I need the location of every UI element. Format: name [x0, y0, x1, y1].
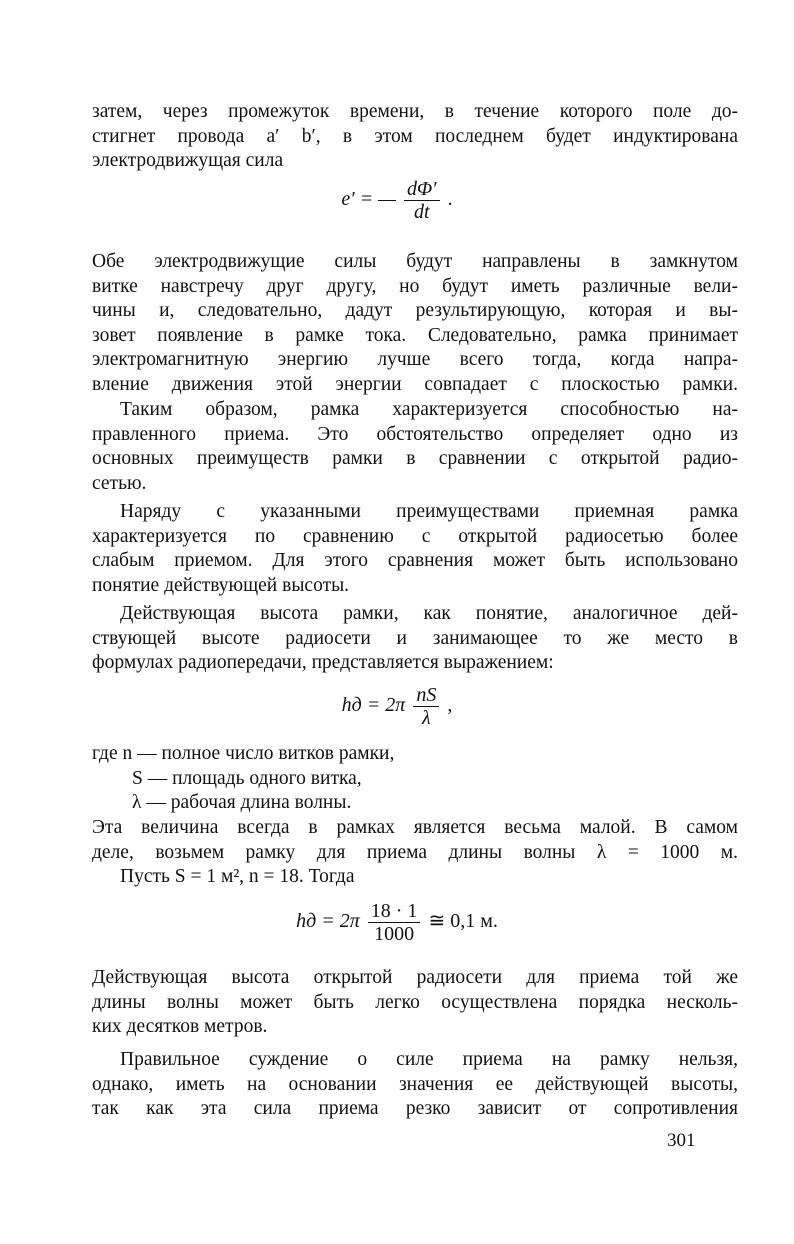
- where-item: S — площадь одного витка,: [132, 767, 362, 789]
- where-item: где n — полное число витков рамки,: [92, 743, 395, 764]
- text-line: ких десятков метров.: [92, 1016, 268, 1037]
- page-number: 301: [667, 1130, 696, 1151]
- formula-numerator: 18 · 1: [368, 900, 421, 923]
- text-line: Правильное суждение о силе приема на рамку нельзя,: [120, 1049, 738, 1070]
- text-line: Таким образом, рамка характеризуется способностью на-: [120, 399, 738, 420]
- text-line: Эта величина всегда в рамках является весьма малой. В самом: [92, 817, 738, 838]
- text-line: основных преимуществ рамки в сравнении с открытой радио-: [92, 448, 738, 469]
- text-line: затем, через промежуток времени, в течение которого поле до-: [92, 101, 738, 122]
- formula-denominator: dt: [413, 201, 430, 223]
- text-line: формулах радиопередачи, представляется выражением:: [92, 652, 554, 673]
- formula-example: [0, 900, 794, 945]
- text-line: электродвижущая сила: [92, 150, 284, 171]
- text-line: так как эта сила приема резко зависит от сопротивления: [92, 1098, 738, 1119]
- paragraph-8: [92, 1048, 738, 1122]
- paragraph-5: [92, 602, 738, 676]
- text-line: витке навстречу друг другу, но будут иметь различные вели-: [92, 275, 738, 297]
- text-line: Действующая высота рамки, как понятие, аналогичное дей-: [120, 603, 738, 624]
- where-item: λ — рабочая длина волны.: [132, 792, 352, 813]
- formula-effective-height: [0, 684, 794, 729]
- formula-tail: ≅ 0,1 м.: [428, 910, 498, 933]
- text-line: Пусть S = 1 м², n = 18. Тогда: [120, 866, 355, 887]
- text-line: правленного приема. Это обстоятельство определяет одно из: [92, 423, 738, 445]
- paragraph-1: [92, 100, 738, 174]
- paragraph-6: [92, 816, 738, 890]
- text-line: Обе электродвижущие силы будут направлены в замкнутом: [92, 251, 738, 272]
- where-list: [92, 742, 738, 816]
- paragraph-3: [92, 398, 738, 496]
- paragraph-7: [92, 966, 738, 1040]
- formula-lhs: hд = 2π: [296, 910, 360, 933]
- text-line: деле, возьмем рамку для приема длины волны λ = 1000 м.: [92, 841, 738, 863]
- text-line: электромагнитную энергию лучше всего тогда, когда напра-: [92, 349, 738, 370]
- formula-lhs: e′ = —: [341, 188, 396, 211]
- formula-tail: .: [447, 188, 453, 211]
- text-line: чины и, следовательно, дадут результирующую, которая и вы-: [92, 300, 738, 321]
- text-line: понятие действующей высоты.: [92, 574, 350, 596]
- formula-emf: [0, 178, 794, 223]
- text-line: стигнет провода a′ b′, в этом последнем будет индуктирована: [92, 125, 738, 147]
- paragraph-4: [92, 500, 738, 598]
- formula-denominator: 1000: [374, 923, 415, 945]
- text-line: длины волны может быть легко осуществлена порядка несколь-: [92, 991, 738, 1013]
- text-line: вление движения этой энергии совпадает с плоскостью рамки.: [92, 373, 738, 395]
- text-line: Действующая высота открытой радиосети для приема той же: [92, 967, 738, 988]
- formula-denominator: λ: [421, 707, 431, 729]
- formula-lhs: hд = 2π: [341, 694, 406, 717]
- formula-numerator: dΦ′: [404, 178, 440, 201]
- paragraph-2: [92, 250, 738, 397]
- text-line: Наряду с указанными преимуществами приемная рамка: [120, 501, 738, 522]
- formula-numerator: nS: [413, 684, 439, 707]
- text-line: слабым приемом. Для этого сравнения может быть использовано: [92, 550, 738, 571]
- text-line: однако, иметь на основании значения ее действующей высоты,: [92, 1073, 738, 1095]
- text-line: зовет появление в рамке тока. Следовательно, рамка принимает: [92, 324, 738, 346]
- text-line: ствующей высоте радиосети и занимающее то же место в: [92, 627, 738, 649]
- text-line: характеризуется по сравнению с открытой радиосетью более: [92, 525, 738, 547]
- formula-tail: ,: [447, 694, 453, 717]
- text-line: сетью.: [92, 472, 147, 494]
